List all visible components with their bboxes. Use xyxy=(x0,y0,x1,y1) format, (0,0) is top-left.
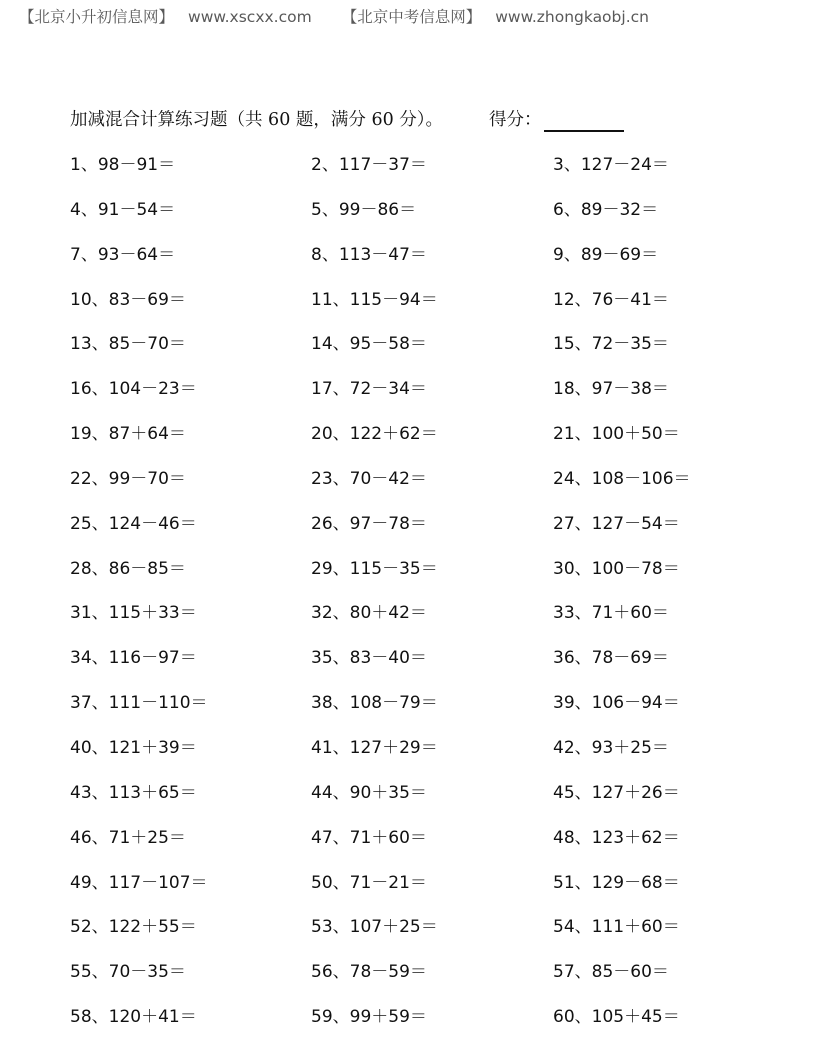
problem-item: 35、83－40＝ xyxy=(311,648,427,669)
problem-item: 8、113－47＝ xyxy=(311,244,427,265)
problem-item: 37、111－110＝ xyxy=(70,693,208,714)
problem-item: 23、70－42＝ xyxy=(311,468,427,489)
problem-item: 20、122＋62＝ xyxy=(311,424,438,445)
worksheet-title-row xyxy=(70,108,624,132)
problem-item: 50、71－21＝ xyxy=(311,872,427,893)
problem-item: 15、72－35＝ xyxy=(553,334,669,355)
problem-item: 2、117－37＝ xyxy=(311,155,427,175)
problem-item: 39、106－94＝ xyxy=(553,693,680,714)
problem-item: 56、78－59＝ xyxy=(311,962,427,983)
problem-item: 14、95－58＝ xyxy=(311,334,427,355)
problem-item: 24、108－106＝ xyxy=(553,468,691,489)
problem-item: 42、93＋25＝ xyxy=(553,737,669,758)
problem-item: 28、86－85＝ xyxy=(70,558,186,579)
problem-item: 1、98－91＝ xyxy=(70,155,176,175)
problem-item: 43、113＋65＝ xyxy=(70,782,197,803)
problem-item: 13、85－70＝ xyxy=(70,334,186,355)
problem-item: 9、89－69＝ xyxy=(553,244,659,265)
problem-item: 6、89－32＝ xyxy=(553,199,659,220)
problem-item: 17、72－34＝ xyxy=(311,379,427,400)
problem-item: 25、124－46＝ xyxy=(70,513,197,534)
problem-item: 10、83－69＝ xyxy=(70,289,186,310)
problem-item: 41、127＋29＝ xyxy=(311,737,438,758)
problem-item: 29、115－35＝ xyxy=(311,558,438,579)
problem-item: 57、85－60＝ xyxy=(553,962,669,983)
header-link-xscxx[interactable]: www.xscxx.com xyxy=(188,8,312,26)
problem-item: 31、115＋33＝ xyxy=(70,603,197,624)
problem-item: 21、100＋50＝ xyxy=(553,424,680,445)
problem-item: 36、78－69＝ xyxy=(553,648,669,669)
problem-item: 3、127－24＝ xyxy=(553,155,669,175)
problem-item: 51、129－68＝ xyxy=(553,872,680,893)
problem-item: 58、120＋41＝ xyxy=(70,1007,197,1028)
problem-item: 59、99＋59＝ xyxy=(311,1007,427,1028)
problem-item: 55、70－35＝ xyxy=(70,962,186,983)
problem-item: 12、76－41＝ xyxy=(553,289,669,310)
problem-item: 11、115－94＝ xyxy=(311,289,438,310)
problem-item: 4、91－54＝ xyxy=(70,199,176,220)
problem-item: 48、123＋62＝ xyxy=(553,827,680,848)
problem-item: 52、122＋55＝ xyxy=(70,917,197,938)
problem-item: 46、71＋25＝ xyxy=(70,827,186,848)
problem-item: 40、121＋39＝ xyxy=(70,737,197,758)
worksheet-title: 加减混合计算练习题（共 60 题，满分 60 分）。 xyxy=(70,110,444,130)
score-label: 得分： xyxy=(489,110,542,130)
problem-item: 38、108－79＝ xyxy=(311,693,438,714)
problem-item: 5、99－86＝ xyxy=(311,199,417,220)
header-brand-middle-school: 【北京中考信息网】 xyxy=(341,8,482,26)
problem-item: 47、71＋60＝ xyxy=(311,827,427,848)
problem-item: 45、127＋26＝ xyxy=(553,782,680,803)
problem-item: 49、117－107＝ xyxy=(70,872,208,893)
problem-item: 60、105＋45＝ xyxy=(553,1007,680,1028)
problem-item: 16、104－23＝ xyxy=(70,379,197,400)
problem-item: 26、97－78＝ xyxy=(311,513,427,534)
problem-item: 33、71＋60＝ xyxy=(553,603,669,624)
problem-item: 44、90＋35＝ xyxy=(311,782,427,803)
problem-item: 19、87＋64＝ xyxy=(70,424,186,445)
header-link-zhongkaobj[interactable]: www.zhongkaobj.cn xyxy=(495,8,649,26)
problem-item: 32、80＋42＝ xyxy=(311,603,427,624)
problem-item: 7、93－64＝ xyxy=(70,244,176,265)
header-brand-primary-school: 【北京小升初信息网】 xyxy=(19,8,175,26)
problem-item: 30、100－78＝ xyxy=(553,558,680,579)
problem-item: 18、97－38＝ xyxy=(553,379,669,400)
score-blank-line xyxy=(544,110,624,132)
problem-item: 27、127－54＝ xyxy=(553,513,680,534)
problem-item: 53、107＋25＝ xyxy=(311,917,438,938)
problem-item: 34、116－97＝ xyxy=(70,648,197,669)
problem-item: 54、111＋60＝ xyxy=(553,917,680,938)
page-header xyxy=(19,6,649,28)
problem-grid xyxy=(70,152,790,1049)
problem-item: 22、99－70＝ xyxy=(70,468,186,489)
